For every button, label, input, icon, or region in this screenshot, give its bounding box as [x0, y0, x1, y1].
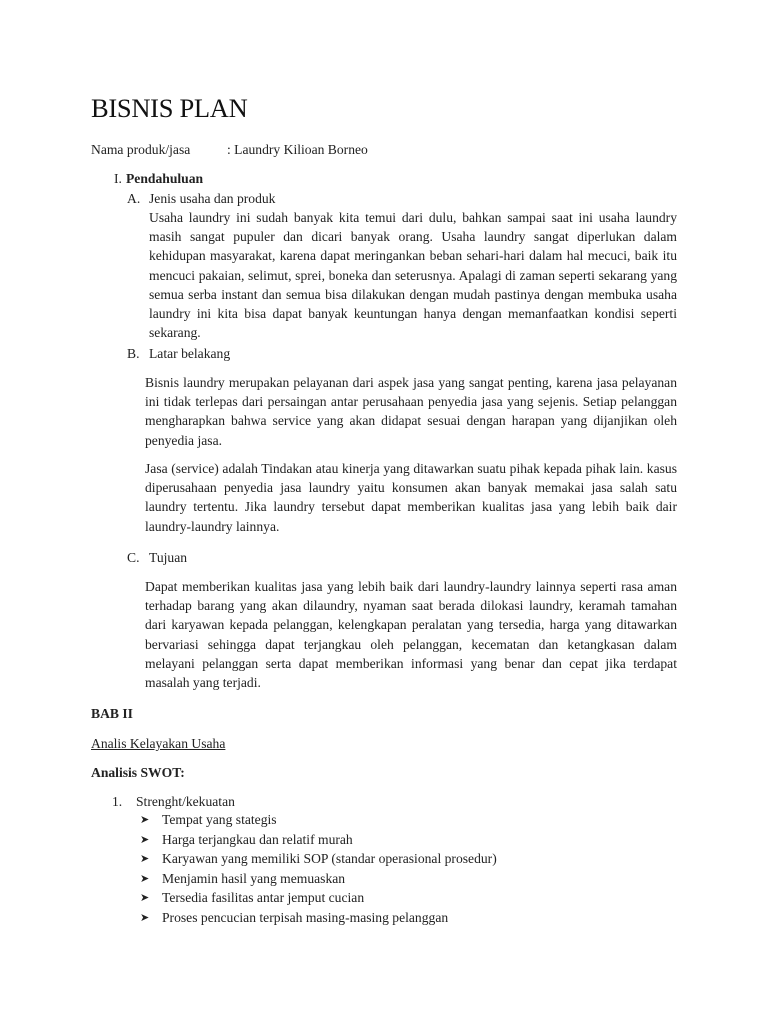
swot-item-1-heading: Strenght/kekuatan — [136, 794, 235, 809]
bullet-text: Proses pencucian terpisah masing-masing pelanggan — [162, 909, 449, 925]
document-title: BISNIS PLAN — [91, 93, 248, 123]
subsection-b-paragraph-1: Bisnis laundry merupakan pelayanan dari aspek jasa yang sangat penting, karena jasa pelayanan ini tidak terlepas dari persaingan antar perusahaan penyedia jasa yang sejenis. Setiap pelanggan mengharapkan bahwa service yang akan didapat sesuai dengan harapan yang dijanjikan oleh penyedia jasa. — [145, 375, 677, 448]
bullet-text: Karyawan yang memiliki SOP (standar operasional prosedur) — [162, 851, 497, 866]
bullet-text: Tersedia fasilitas antar jemput cucian — [162, 890, 365, 905]
product-label: Nama produk/jasa — [91, 142, 191, 157]
arrow-bullet-icon: ➤ — [140, 872, 150, 885]
list-item — [140, 908, 660, 928]
section-1-number: I. — [114, 171, 122, 186]
list-item — [140, 869, 660, 889]
subsection-c-marker: C. — [127, 550, 140, 565]
subsection-c-heading: Tujuan — [149, 550, 188, 565]
bullet-text: Menjamin hasil yang memuaskan — [162, 870, 346, 886]
arrow-bullet-icon: ➤ — [140, 911, 150, 924]
subsection-b-heading: Latar belakang — [149, 346, 231, 361]
subsection-a-marker: A. — [127, 191, 141, 206]
list-item — [140, 849, 660, 869]
swot-item-1-number: 1. — [112, 794, 123, 809]
bullet-text: Harga terjangkau dan relatif murah — [162, 831, 353, 847]
subsection-a-heading: Jenis usaha dan produk — [149, 191, 276, 206]
bullet-text: Tempat yang stategis — [162, 812, 277, 827]
list-item — [140, 810, 660, 830]
arrow-bullet-icon: ➤ — [140, 833, 150, 846]
subsection-b-marker: B. — [127, 346, 140, 361]
bab-2-heading: BAB II — [91, 706, 133, 721]
product-value: : Laundry Kilioan Borneo — [227, 142, 368, 157]
swot-heading: Analisis SWOT: — [91, 765, 185, 780]
arrow-bullet-icon: ➤ — [140, 814, 150, 826]
arrow-bullet-icon: ➤ — [140, 892, 150, 904]
arrow-bullet-icon: ➤ — [140, 853, 150, 865]
bab-2-subheading: Analis Kelayakan Usaha — [91, 736, 226, 751]
subsection-c-paragraph: Dapat memberikan kualitas jasa yang lebih baik dari laundry-laundry lainnya seperti rasa aman terhadap barang yang akan dilaundry, nyaman saat berada dilokasi laundry, keramah tamahan dari karyawan kepada pelanggan, kelengkapan peralatan yang tersedia, harga yang ditawarkan bervariasi sehingga dapat terjangkau oleh pelanggan, kecematan dan ketangkasan dalam melayani pelanggan serta dapat memberikan informasi yang benar dan cepat jika terdapat masalah yang terjadi. — [145, 579, 677, 691]
subsection-b-paragraph-2: Jasa (service) adalah Tindakan atau kinerja yang ditawarkan suatu pihak kepada pihak lain. kasus diperusahaan penyedia jasa laundry yaitu konsumen akan banyak memakai jasa salah satu laundry tertentu. Jika laundry tersebut dapat memberikan kualitas jasa yang lebih baik dair laundry-laundry lainnya. — [145, 461, 677, 534]
list-item — [140, 830, 660, 850]
list-item — [140, 888, 660, 908]
subsection-a-paragraph: Usaha laundry ini sudah banyak kita temui dari dulu, bahkan sampai saat ini usaha laundry masih sangat pupuler dan dicari banyak orang. Usaha laundry sangat diperlukan dalam kehidupan masyarakat, karena dapat meringankan beban sehari-hari dalam hal mecuci, baik itu mencuci pakaian, selimut, sprei, boneka dan seterusnya. Apalagi di zaman seperti sekarang yang semua serba instant dan semua bisa dilakukan dengan mudah pastinya dengan membuka usaha laundry ini kita bisa dapat banyak keuntungan hanya dengan memanfaatkan kondisi seperti sekarang. — [149, 210, 677, 341]
section-1-heading: Pendahuluan — [126, 171, 204, 186]
strength-bullet-list — [140, 810, 660, 927]
